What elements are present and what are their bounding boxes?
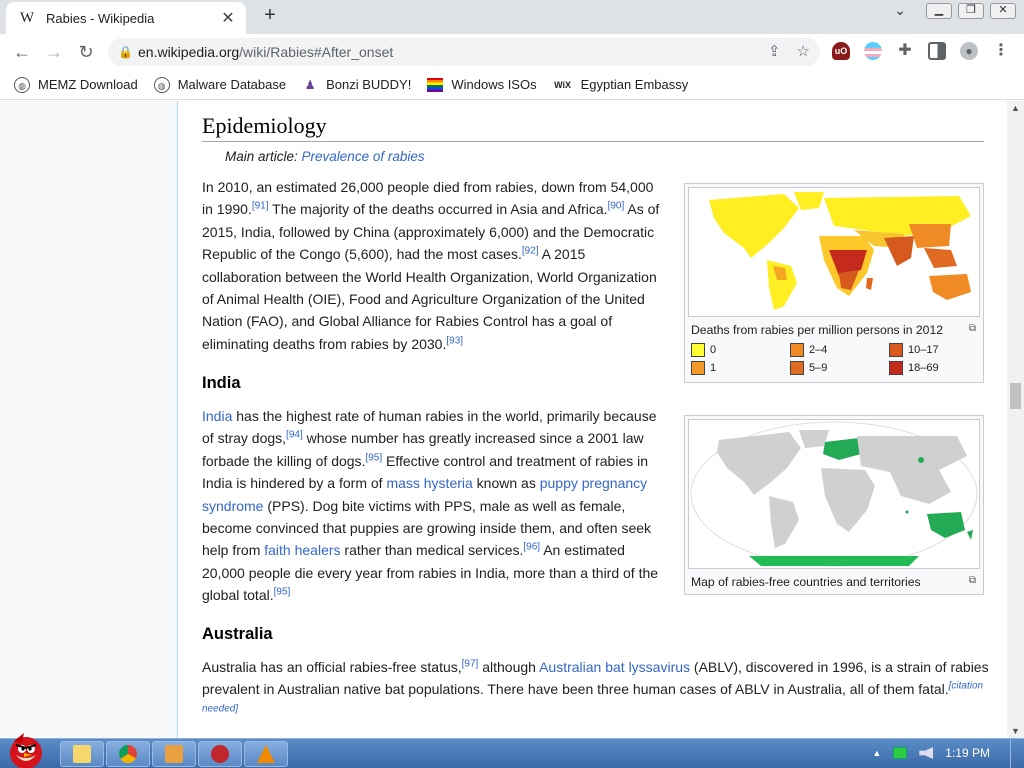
text: In 2010, an estimated 26,000 people died from rabies, down from 54,000 in 1990. (202, 179, 654, 218)
citation-needed-link[interactable]: [citation needed] (202, 680, 984, 715)
legend-item (691, 343, 790, 357)
australian-bat-lyssavirus-link[interactable]: Australian bat lyssavirus (539, 659, 691, 675)
close-window-button[interactable]: ✕ (990, 3, 1016, 19)
ref-95b[interactable]: [95] (273, 586, 291, 598)
figure2-caption-text: Map of rabies-free countries and territories (691, 575, 921, 589)
ref-96[interactable]: [96] (523, 541, 541, 553)
system-tray (872, 746, 990, 760)
start-button-angry-bird-icon[interactable] (2, 731, 48, 768)
legend-label: 10–17 (908, 344, 939, 356)
back-button[interactable]: ← (13, 42, 31, 62)
figure1-legend (688, 339, 980, 379)
text: whose number has greatly increased since a 2001 law forbade the killing of dogs. (202, 430, 644, 469)
bookmark-label: Egyptian Embassy (580, 77, 689, 92)
hatnote (225, 149, 425, 164)
ref-95[interactable]: [95] (365, 452, 383, 464)
ref-97[interactable]: [97] (461, 658, 479, 670)
address-bar[interactable] (108, 38, 820, 66)
bookmarks-bar (0, 70, 1024, 100)
legend-label: 5–9 (809, 362, 828, 374)
legend-swatch (691, 343, 705, 357)
bookmark-label: Windows ISOs (451, 77, 537, 92)
enlarge-icon[interactable]: ⧉ (968, 575, 976, 586)
extensions-puzzle-icon[interactable]: ✚ (898, 42, 912, 59)
clock[interactable]: 1:19 PM (945, 746, 990, 760)
profile-avatar-icon[interactable]: ● (960, 42, 978, 60)
legend-swatch (889, 361, 903, 375)
url-path: /wiki/Rabies#After_onset (239, 44, 394, 60)
taskbar-chrome-button[interactable] (106, 741, 150, 767)
bookmark-malware-database[interactable] (154, 77, 286, 93)
url-host: en.wikipedia.org (138, 44, 240, 60)
scrollbar-thumb[interactable] (1010, 383, 1021, 409)
legend-item (790, 361, 889, 375)
bookmark-bonzi-buddy[interactable] (302, 77, 411, 93)
bookmark-star-icon[interactable]: ☆ (796, 43, 810, 60)
new-tab-button[interactable]: + (264, 4, 276, 26)
taskbar-app-button[interactable] (152, 741, 196, 767)
australia-paragraph (202, 656, 992, 723)
show-hidden-icons[interactable]: ▲ (872, 748, 882, 758)
taskbar (0, 738, 1024, 768)
text: has the highest rate of human rabies in the world, primarily because of stray dogs, (202, 408, 657, 447)
bookmark-label: Malware Database (177, 77, 287, 92)
extensions-area (832, 42, 1010, 60)
scroll-down-arrow-icon[interactable]: ▼ (1011, 726, 1020, 736)
trans-flag-extension-icon[interactable] (864, 42, 882, 60)
faith-healers-link[interactable]: faith healers (264, 542, 341, 559)
text: (PPS). Dog bite victims with PPS, male as well as female, become convinced that puppies are growing inside them, and often seek help from (202, 497, 652, 559)
rabies-free-world-map[interactable] (688, 419, 980, 569)
article-content (177, 101, 1007, 738)
enlarge-icon[interactable]: ⧉ (968, 323, 976, 334)
tab-title: Rabies - Wikipedia (46, 10, 155, 26)
text: As of 2015, India, followed by China (approximately 6,000) and the Democratic Republic of the Congo (5,600), had the most cases. (202, 201, 660, 263)
rabies-deaths-world-map[interactable] (688, 187, 980, 317)
heading-india: India (202, 374, 241, 392)
legend-item (790, 343, 889, 357)
side-panel-icon[interactable] (928, 42, 946, 60)
figure1-caption-text: Deaths from rabies per million persons in 2012 (691, 323, 943, 337)
window-controls (894, 2, 1016, 19)
tab-rabies[interactable] (6, 2, 246, 34)
minimize-button[interactable]: ▁ (926, 3, 952, 19)
hatnote-prefix: Main article: (225, 149, 302, 164)
legend-label: 0 (710, 344, 717, 356)
bookmark-label: Bonzi BUDDY! (326, 77, 412, 92)
close-tab-icon[interactable]: ✕ (221, 10, 235, 27)
browser-toolbar (0, 34, 1024, 70)
ref-92[interactable]: [92] (521, 245, 539, 257)
scroll-up-arrow-icon[interactable]: ▲ (1011, 103, 1020, 113)
figure-rabies-free-map (684, 415, 984, 595)
bookmark-memz[interactable] (14, 77, 138, 93)
page-viewport (0, 101, 1024, 738)
text: rather than medical services. (340, 542, 524, 559)
text: Australia has an official rabies-free status, (202, 659, 462, 675)
bonzi-icon: ♟ (304, 77, 316, 92)
ref-94[interactable]: [94] (286, 429, 303, 441)
prevalence-of-rabies-link[interactable]: Prevalence of rabies (301, 149, 425, 164)
figure-rabies-deaths-map (684, 183, 984, 383)
text: (ABLV), discovered in 1996, is a strain of rabies prevalent in Australian native bat populations. There have been three human cases of ABLV in Australia, all of them fatal. (202, 659, 989, 698)
legend-label: 2–4 (809, 344, 828, 356)
tab-search-chevron-icon[interactable]: ⌄ (894, 2, 906, 18)
globe-icon: ◍ (154, 77, 170, 93)
text: although (478, 659, 540, 675)
ref-90[interactable]: [90] (607, 200, 625, 212)
legend-label: 18–69 (908, 362, 939, 374)
legend-label: 1 (710, 362, 717, 374)
puppy-pregnancy-syndrome-link[interactable]: puppy pregnancy syndrome (202, 475, 648, 514)
heading-australia: Australia (202, 625, 273, 643)
epidemiology-paragraph (202, 176, 666, 355)
globe-icon: ◍ (14, 77, 30, 93)
rainbow-flag-icon (427, 78, 443, 92)
bookmark-egyptian-embassy[interactable] (553, 77, 689, 93)
share-icon[interactable]: ⇪ (767, 43, 781, 60)
network-icon[interactable] (893, 747, 907, 759)
file-explorer-icon (73, 745, 91, 763)
text: A 2015 collaboration between the World Health Organization, World Organization of Animal Health (OIE), Food and Agriculture Organization of the United Nation (FAO), and Global Alliance for Rabies Control has a goal of eliminating deaths from rabies by 2030. (202, 246, 657, 352)
wix-icon: WiX (554, 79, 572, 90)
text: An estimated 20,000 people die every year from rabies in India, more than a third of the global total. (202, 542, 659, 604)
taskbar-devcpp-button[interactable] (198, 741, 242, 767)
india-link[interactable]: India (202, 408, 233, 424)
forward-button[interactable]: → (45, 42, 63, 62)
lock-icon[interactable]: 🔒 (118, 45, 133, 59)
chrome-icon (119, 745, 137, 763)
ref-93[interactable]: [93] (446, 335, 464, 347)
legend-item (691, 361, 790, 375)
legend-swatch (790, 361, 804, 375)
show-desktop-button[interactable] (1010, 739, 1024, 768)
taskbar-explorer-button[interactable] (60, 741, 104, 767)
ublock-extension-icon[interactable]: uO (832, 42, 850, 60)
chrome-menu-icon[interactable]: ⋮ (993, 42, 1009, 59)
legend-swatch (691, 361, 705, 375)
ref-91[interactable]: [91] (251, 200, 269, 212)
taskbar-vlc-button[interactable] (244, 741, 288, 767)
legend-item (889, 343, 983, 357)
figure1-caption (688, 317, 980, 339)
legend-swatch (889, 343, 903, 357)
legend-item (889, 361, 983, 375)
tab-strip (0, 0, 1024, 34)
section-heading-epidemiology: Epidemiology (202, 113, 984, 142)
figure2-caption (688, 569, 980, 591)
mass-hysteria-link[interactable]: mass hysteria (386, 475, 473, 492)
vlc-icon (257, 745, 275, 763)
bookmark-windows-isos[interactable] (427, 77, 536, 92)
reload-button[interactable]: ↻ (78, 42, 94, 62)
app-icon (165, 745, 183, 763)
maximize-button[interactable]: ❐ (958, 3, 984, 19)
text: known as (472, 475, 540, 492)
legend-swatch (790, 343, 804, 357)
dev-cpp-icon (211, 745, 229, 763)
text: Effective control and treatment of rabies in India is hindered by a form of (202, 452, 649, 492)
bookmark-label: MEMZ Download (38, 77, 138, 92)
text: The majority of the deaths occurred in Asia and Africa. (268, 201, 608, 218)
vertical-scrollbar[interactable] (1007, 101, 1024, 738)
india-paragraph (202, 405, 666, 607)
volume-icon[interactable] (919, 747, 933, 759)
wikipedia-favicon-icon: W (20, 9, 35, 26)
